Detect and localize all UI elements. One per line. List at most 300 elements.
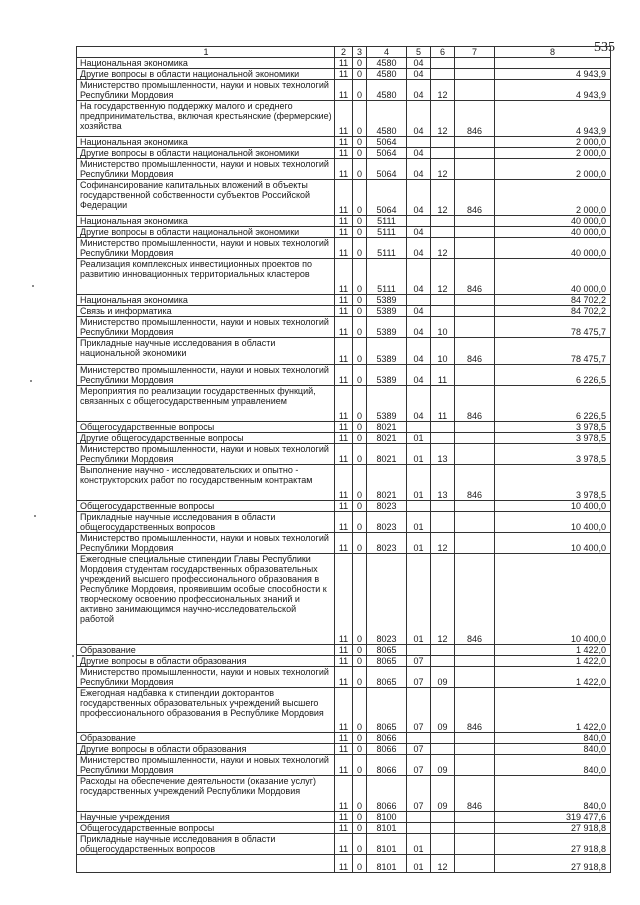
row-amount-cell: 3 978,5 xyxy=(495,433,611,444)
row-code-cell: 0 xyxy=(353,80,367,101)
scan-speck xyxy=(72,655,74,657)
row-code-cell: 10 xyxy=(431,317,455,338)
row-code-cell: 0 xyxy=(353,501,367,512)
row-code-cell xyxy=(407,295,431,306)
row-code-cell: 8023 xyxy=(367,512,407,533)
header-cell: 1 xyxy=(77,47,335,58)
row-code-cell: 8066 xyxy=(367,776,407,812)
row-code-cell: 12 xyxy=(431,259,455,295)
table-row xyxy=(77,444,611,465)
row-code-cell xyxy=(431,812,455,823)
row-code-cell: 0 xyxy=(353,688,367,733)
table-row xyxy=(77,533,611,554)
row-code-cell xyxy=(455,58,495,69)
row-name-cell: Министерство промышленности, науки и новых технологий Республики Мордовия xyxy=(77,317,335,338)
row-code-cell: 04 xyxy=(407,365,431,386)
table-row xyxy=(77,227,611,238)
row-amount-cell: 1 422,0 xyxy=(495,667,611,688)
row-code-cell: 11 xyxy=(335,465,353,501)
row-code-cell: 12 xyxy=(431,554,455,645)
row-code-cell: 04 xyxy=(407,386,431,422)
row-code-cell xyxy=(431,645,455,656)
row-code-cell: 11 xyxy=(335,180,353,216)
row-code-cell: 11 xyxy=(335,227,353,238)
row-code-cell: 11 xyxy=(335,433,353,444)
table-row xyxy=(77,306,611,317)
table-row xyxy=(77,823,611,834)
row-code-cell: 8065 xyxy=(367,645,407,656)
row-code-cell xyxy=(407,501,431,512)
row-code-cell xyxy=(407,823,431,834)
row-code-cell xyxy=(431,69,455,80)
row-code-cell: 0 xyxy=(353,137,367,148)
row-name-cell: Прикладные научные исследования в области общегосударственных вопросов xyxy=(77,512,335,533)
row-code-cell: 8021 xyxy=(367,433,407,444)
row-code-cell: 846 xyxy=(455,180,495,216)
header-cell: 6 xyxy=(431,47,455,58)
row-name-cell xyxy=(77,855,335,873)
table-row xyxy=(77,58,611,69)
row-code-cell: 11 xyxy=(335,812,353,823)
table-row xyxy=(77,501,611,512)
row-code-cell: 11 xyxy=(431,386,455,422)
row-code-cell xyxy=(431,733,455,744)
row-code-cell xyxy=(455,855,495,873)
row-name-cell: На государственную поддержку малого и среднего предпринимательства, включая крестьянские (фермерские) хозяйства xyxy=(77,101,335,137)
row-code-cell: 4580 xyxy=(367,80,407,101)
row-code-cell: 5064 xyxy=(367,137,407,148)
row-code-cell: 0 xyxy=(353,306,367,317)
table-row xyxy=(77,554,611,645)
budget-table xyxy=(76,46,611,873)
row-code-cell: 04 xyxy=(407,259,431,295)
scan-speck xyxy=(34,515,36,517)
row-code-cell: 04 xyxy=(407,317,431,338)
row-code-cell: 0 xyxy=(353,755,367,776)
row-code-cell: 12 xyxy=(431,180,455,216)
row-amount-cell: 10 400,0 xyxy=(495,501,611,512)
row-amount-cell: 1 422,0 xyxy=(495,688,611,733)
row-name-cell: Другие общегосударственные вопросы xyxy=(77,433,335,444)
row-code-cell: 01 xyxy=(407,465,431,501)
row-code-cell xyxy=(431,148,455,159)
row-code-cell: 01 xyxy=(407,554,431,645)
row-code-cell: 846 xyxy=(455,688,495,733)
row-code-cell: 8021 xyxy=(367,422,407,433)
row-code-cell: 0 xyxy=(353,386,367,422)
row-name-cell: Министерство промышленности, науки и новых технологий Республики Мордовия xyxy=(77,444,335,465)
row-amount-cell: 84 702,2 xyxy=(495,295,611,306)
row-code-cell xyxy=(455,433,495,444)
row-code-cell: 0 xyxy=(353,180,367,216)
row-code-cell xyxy=(431,656,455,667)
row-code-cell: 0 xyxy=(353,238,367,259)
row-code-cell: 04 xyxy=(407,238,431,259)
row-code-cell: 11 xyxy=(335,80,353,101)
row-code-cell: 846 xyxy=(455,554,495,645)
row-code-cell: 0 xyxy=(353,58,367,69)
row-code-cell: 11 xyxy=(335,338,353,365)
row-code-cell: 0 xyxy=(353,365,367,386)
row-code-cell: 8101 xyxy=(367,855,407,873)
row-code-cell: 11 xyxy=(335,386,353,422)
row-code-cell: 01 xyxy=(407,512,431,533)
row-code-cell: 0 xyxy=(353,227,367,238)
row-code-cell: 5389 xyxy=(367,386,407,422)
row-name-cell: Министерство промышленности, науки и новых технологий Республики Мордовия xyxy=(77,365,335,386)
table-row xyxy=(77,259,611,295)
row-code-cell xyxy=(455,317,495,338)
row-amount-cell: 2 000,0 xyxy=(495,148,611,159)
row-code-cell: 0 xyxy=(353,744,367,755)
table-row xyxy=(77,101,611,137)
row-code-cell: 5389 xyxy=(367,365,407,386)
row-code-cell xyxy=(455,823,495,834)
row-code-cell xyxy=(455,69,495,80)
row-code-cell xyxy=(455,148,495,159)
row-amount-cell: 319 477,6 xyxy=(495,812,611,823)
row-code-cell xyxy=(455,365,495,386)
row-code-cell xyxy=(455,501,495,512)
row-code-cell: 0 xyxy=(353,645,367,656)
row-code-cell: 846 xyxy=(455,259,495,295)
row-code-cell xyxy=(455,512,495,533)
row-name-cell: Министерство промышленности, науки и новых технологий Республики Мордовия xyxy=(77,80,335,101)
row-code-cell: 04 xyxy=(407,306,431,317)
row-code-cell: 5111 xyxy=(367,227,407,238)
row-code-cell: 11 xyxy=(335,295,353,306)
row-code-cell xyxy=(431,295,455,306)
row-code-cell: 8101 xyxy=(367,823,407,834)
row-code-cell: 04 xyxy=(407,58,431,69)
row-code-cell xyxy=(431,58,455,69)
row-name-cell: Ежегодные специальные стипендии Главы Республики Мордовия студентам государственных образовательных учреждений высшего профессионального образования в Республике Мордовия, проявившим особые способности к творческому освоению профессиональных знаний и активно занимающимся научно-исследовательской работой xyxy=(77,554,335,645)
row-code-cell: 07 xyxy=(407,755,431,776)
row-code-cell xyxy=(431,501,455,512)
row-code-cell: 04 xyxy=(407,159,431,180)
row-code-cell xyxy=(455,295,495,306)
row-amount-cell: 4 943,9 xyxy=(495,80,611,101)
row-name-cell: Министерство промышленности, науки и новых технологий Республики Мордовия xyxy=(77,238,335,259)
header-cell: 7 xyxy=(455,47,495,58)
row-code-cell: 11 xyxy=(335,533,353,554)
row-code-cell xyxy=(431,227,455,238)
row-amount-cell: 840,0 xyxy=(495,776,611,812)
row-code-cell: 846 xyxy=(455,386,495,422)
row-code-cell: 0 xyxy=(353,733,367,744)
row-code-cell: 04 xyxy=(407,180,431,216)
row-code-cell: 0 xyxy=(353,295,367,306)
row-name-cell: Другие вопросы в области образования xyxy=(77,744,335,755)
table-row xyxy=(77,180,611,216)
row-code-cell: 01 xyxy=(407,433,431,444)
row-code-cell: 11 xyxy=(335,667,353,688)
row-name-cell: Другие вопросы в области национальной экономики xyxy=(77,227,335,238)
row-amount-cell: 4 943,9 xyxy=(495,69,611,80)
table-row xyxy=(77,137,611,148)
row-name-cell: Расходы на обеспечение деятельности (оказание услуг) государственных учреждений Республики Мордовия xyxy=(77,776,335,812)
row-name-cell: Научные учреждения xyxy=(77,812,335,823)
row-code-cell: 13 xyxy=(431,444,455,465)
table-row xyxy=(77,238,611,259)
row-code-cell: 07 xyxy=(407,776,431,812)
table-row xyxy=(77,512,611,533)
row-code-cell: 12 xyxy=(431,80,455,101)
row-code-cell xyxy=(455,444,495,465)
row-code-cell: 01 xyxy=(407,444,431,465)
row-code-cell: 01 xyxy=(407,533,431,554)
row-amount-cell: 40 000,0 xyxy=(495,227,611,238)
row-name-cell: Прикладные научные исследования в области общегосударственных вопросов xyxy=(77,834,335,855)
row-code-cell: 11 xyxy=(335,148,353,159)
row-code-cell xyxy=(455,137,495,148)
row-code-cell: 5389 xyxy=(367,306,407,317)
row-code-cell: 11 xyxy=(335,823,353,834)
row-amount-cell: 27 918,8 xyxy=(495,834,611,855)
row-code-cell: 07 xyxy=(407,656,431,667)
row-code-cell: 09 xyxy=(431,755,455,776)
row-code-cell: 0 xyxy=(353,465,367,501)
header-cell: 2 xyxy=(335,47,353,58)
row-amount-cell: 840,0 xyxy=(495,744,611,755)
table-row xyxy=(77,744,611,755)
row-code-cell: 0 xyxy=(353,338,367,365)
row-code-cell xyxy=(431,422,455,433)
row-name-cell: Министерство промышленности, науки и новых технологий Республики Мордовия xyxy=(77,159,335,180)
table-row xyxy=(77,80,611,101)
row-code-cell xyxy=(431,823,455,834)
page-number: 535 xyxy=(594,40,615,55)
row-code-cell: 12 xyxy=(431,855,455,873)
row-code-cell: 11 xyxy=(335,733,353,744)
row-code-cell: 12 xyxy=(431,238,455,259)
row-amount-cell: 2 000,0 xyxy=(495,180,611,216)
row-code-cell: 09 xyxy=(431,667,455,688)
row-name-cell: Ежегодная надбавка к стипендии докторантов государственных образовательных учреждений высшего профессионального образования в Республике Мордовия xyxy=(77,688,335,733)
row-code-cell: 11 xyxy=(335,306,353,317)
table-row xyxy=(77,645,611,656)
row-code-cell xyxy=(455,306,495,317)
row-code-cell xyxy=(455,227,495,238)
row-amount-cell: 6 226,5 xyxy=(495,386,611,422)
header-cell: 4 xyxy=(367,47,407,58)
row-code-cell: 0 xyxy=(353,554,367,645)
row-code-cell xyxy=(407,422,431,433)
row-name-cell: Национальная экономика xyxy=(77,216,335,227)
row-code-cell: 8023 xyxy=(367,533,407,554)
row-amount-cell: 27 918,8 xyxy=(495,823,611,834)
row-code-cell: 11 xyxy=(335,216,353,227)
row-code-cell: 04 xyxy=(407,69,431,80)
row-name-cell: Связь и информатика xyxy=(77,306,335,317)
row-code-cell xyxy=(407,137,431,148)
row-code-cell: 8100 xyxy=(367,812,407,823)
row-code-cell: 04 xyxy=(407,227,431,238)
row-amount-cell: 2 000,0 xyxy=(495,137,611,148)
row-code-cell: 11 xyxy=(335,834,353,855)
scan-speck xyxy=(30,380,32,382)
row-code-cell: 0 xyxy=(353,667,367,688)
row-code-cell: 12 xyxy=(431,101,455,137)
row-amount-cell: 40 000,0 xyxy=(495,238,611,259)
row-code-cell: 8065 xyxy=(367,656,407,667)
row-code-cell xyxy=(455,733,495,744)
row-code-cell: 11 xyxy=(335,101,353,137)
row-name-cell: Мероприятия по реализации государственных функций, связанных с общегосударственным управлением xyxy=(77,386,335,422)
row-name-cell: Софинансирование капитальных вложений в объекты государственной собственности субъектов Российской Федерации xyxy=(77,180,335,216)
row-amount-cell: 840,0 xyxy=(495,755,611,776)
row-code-cell xyxy=(407,733,431,744)
row-name-cell: Общегосударственные вопросы xyxy=(77,823,335,834)
row-name-cell: Министерство промышленности, науки и новых технологий Республики Мордовия xyxy=(77,755,335,776)
row-code-cell: 4580 xyxy=(367,69,407,80)
row-code-cell: 01 xyxy=(407,855,431,873)
row-name-cell: Другие вопросы в области национальной экономики xyxy=(77,69,335,80)
row-amount-cell: 840,0 xyxy=(495,733,611,744)
row-code-cell xyxy=(455,755,495,776)
table-row xyxy=(77,667,611,688)
row-code-cell: 11 xyxy=(335,744,353,755)
row-code-cell: 8065 xyxy=(367,667,407,688)
row-name-cell: Другие вопросы в области образования xyxy=(77,656,335,667)
row-amount-cell: 2 000,0 xyxy=(495,159,611,180)
row-code-cell: 8066 xyxy=(367,744,407,755)
table-header-row xyxy=(77,47,611,58)
row-code-cell xyxy=(431,137,455,148)
row-code-cell: 846 xyxy=(455,338,495,365)
table-row xyxy=(77,688,611,733)
row-name-cell: Министерство промышленности, науки и новых технологий Республики Мордовия xyxy=(77,667,335,688)
row-code-cell xyxy=(455,238,495,259)
row-code-cell xyxy=(455,159,495,180)
row-amount-cell xyxy=(495,58,611,69)
row-code-cell: 5064 xyxy=(367,180,407,216)
row-code-cell xyxy=(407,216,431,227)
row-code-cell: 0 xyxy=(353,317,367,338)
row-amount-cell: 1 422,0 xyxy=(495,645,611,656)
row-code-cell: 13 xyxy=(431,465,455,501)
row-name-cell: Выполнение научно - исследовательских и опытно - конструкторских работ по государственным контрактам xyxy=(77,465,335,501)
row-code-cell xyxy=(407,812,431,823)
row-code-cell: 0 xyxy=(353,656,367,667)
row-amount-cell: 3 978,5 xyxy=(495,465,611,501)
row-amount-cell: 1 422,0 xyxy=(495,656,611,667)
row-code-cell: 04 xyxy=(407,80,431,101)
row-code-cell xyxy=(455,216,495,227)
row-code-cell: 8021 xyxy=(367,465,407,501)
row-code-cell: 846 xyxy=(455,776,495,812)
row-code-cell: 11 xyxy=(335,137,353,148)
row-code-cell: 0 xyxy=(353,444,367,465)
row-name-cell: Национальная экономика xyxy=(77,58,335,69)
row-code-cell: 11 xyxy=(335,501,353,512)
row-code-cell xyxy=(455,834,495,855)
row-code-cell: 4580 xyxy=(367,58,407,69)
row-code-cell xyxy=(431,512,455,533)
row-code-cell: 11 xyxy=(335,317,353,338)
table-row xyxy=(77,755,611,776)
row-code-cell: 5389 xyxy=(367,295,407,306)
row-code-cell: 11 xyxy=(335,422,353,433)
row-code-cell: 11 xyxy=(335,512,353,533)
row-code-cell xyxy=(407,645,431,656)
row-name-cell: Министерство промышленности, науки и новых технологий Республики Мордовия xyxy=(77,533,335,554)
row-code-cell: 5111 xyxy=(367,238,407,259)
row-code-cell xyxy=(455,744,495,755)
row-code-cell: 07 xyxy=(407,688,431,733)
row-amount-cell: 10 400,0 xyxy=(495,533,611,554)
row-name-cell: Национальная экономика xyxy=(77,137,335,148)
row-code-cell xyxy=(431,216,455,227)
row-code-cell: 04 xyxy=(407,338,431,365)
row-code-cell: 11 xyxy=(335,69,353,80)
table-row xyxy=(77,433,611,444)
table-row xyxy=(77,338,611,365)
row-amount-cell: 78 475,7 xyxy=(495,338,611,365)
row-code-cell xyxy=(455,667,495,688)
row-code-cell: 8023 xyxy=(367,554,407,645)
row-code-cell: 5064 xyxy=(367,159,407,180)
table-row xyxy=(77,465,611,501)
row-code-cell: 12 xyxy=(431,159,455,180)
row-code-cell: 0 xyxy=(353,855,367,873)
row-amount-cell: 6 226,5 xyxy=(495,365,611,386)
row-name-cell: Образование xyxy=(77,733,335,744)
row-name-cell: Другие вопросы в области национальной экономики xyxy=(77,148,335,159)
row-code-cell: 04 xyxy=(407,101,431,137)
row-amount-cell: 40 000,0 xyxy=(495,216,611,227)
row-code-cell xyxy=(455,645,495,656)
row-amount-cell: 10 400,0 xyxy=(495,512,611,533)
table-row xyxy=(77,295,611,306)
row-name-cell: Общегосударственные вопросы xyxy=(77,501,335,512)
row-code-cell: 8023 xyxy=(367,501,407,512)
table-row xyxy=(77,148,611,159)
table-row xyxy=(77,855,611,873)
row-code-cell: 11 xyxy=(335,656,353,667)
row-code-cell: 0 xyxy=(353,512,367,533)
row-amount-cell: 4 943,9 xyxy=(495,101,611,137)
row-code-cell: 11 xyxy=(431,365,455,386)
row-code-cell: 8065 xyxy=(367,688,407,733)
row-amount-cell: 3 978,5 xyxy=(495,444,611,465)
table-row xyxy=(77,69,611,80)
row-code-cell: 8021 xyxy=(367,444,407,465)
row-code-cell: 0 xyxy=(353,159,367,180)
row-code-cell: 11 xyxy=(335,755,353,776)
row-name-cell: Общегосударственные вопросы xyxy=(77,422,335,433)
row-code-cell: 0 xyxy=(353,812,367,823)
row-code-cell: 01 xyxy=(407,834,431,855)
scan-speck xyxy=(32,285,34,287)
table-row xyxy=(77,216,611,227)
header-cell: 5 xyxy=(407,47,431,58)
row-code-cell: 8066 xyxy=(367,733,407,744)
table-row xyxy=(77,317,611,338)
row-code-cell xyxy=(455,812,495,823)
row-code-cell: 07 xyxy=(407,744,431,755)
row-code-cell: 11 xyxy=(335,855,353,873)
row-amount-cell: 10 400,0 xyxy=(495,554,611,645)
row-code-cell: 5111 xyxy=(367,216,407,227)
row-code-cell: 09 xyxy=(431,688,455,733)
header-cell: 3 xyxy=(353,47,367,58)
table-row xyxy=(77,733,611,744)
row-amount-cell: 27 918,8 xyxy=(495,855,611,873)
row-code-cell xyxy=(455,533,495,554)
row-name-cell: Прикладные научные исследования в области национальной экономики xyxy=(77,338,335,365)
row-code-cell: 8101 xyxy=(367,834,407,855)
